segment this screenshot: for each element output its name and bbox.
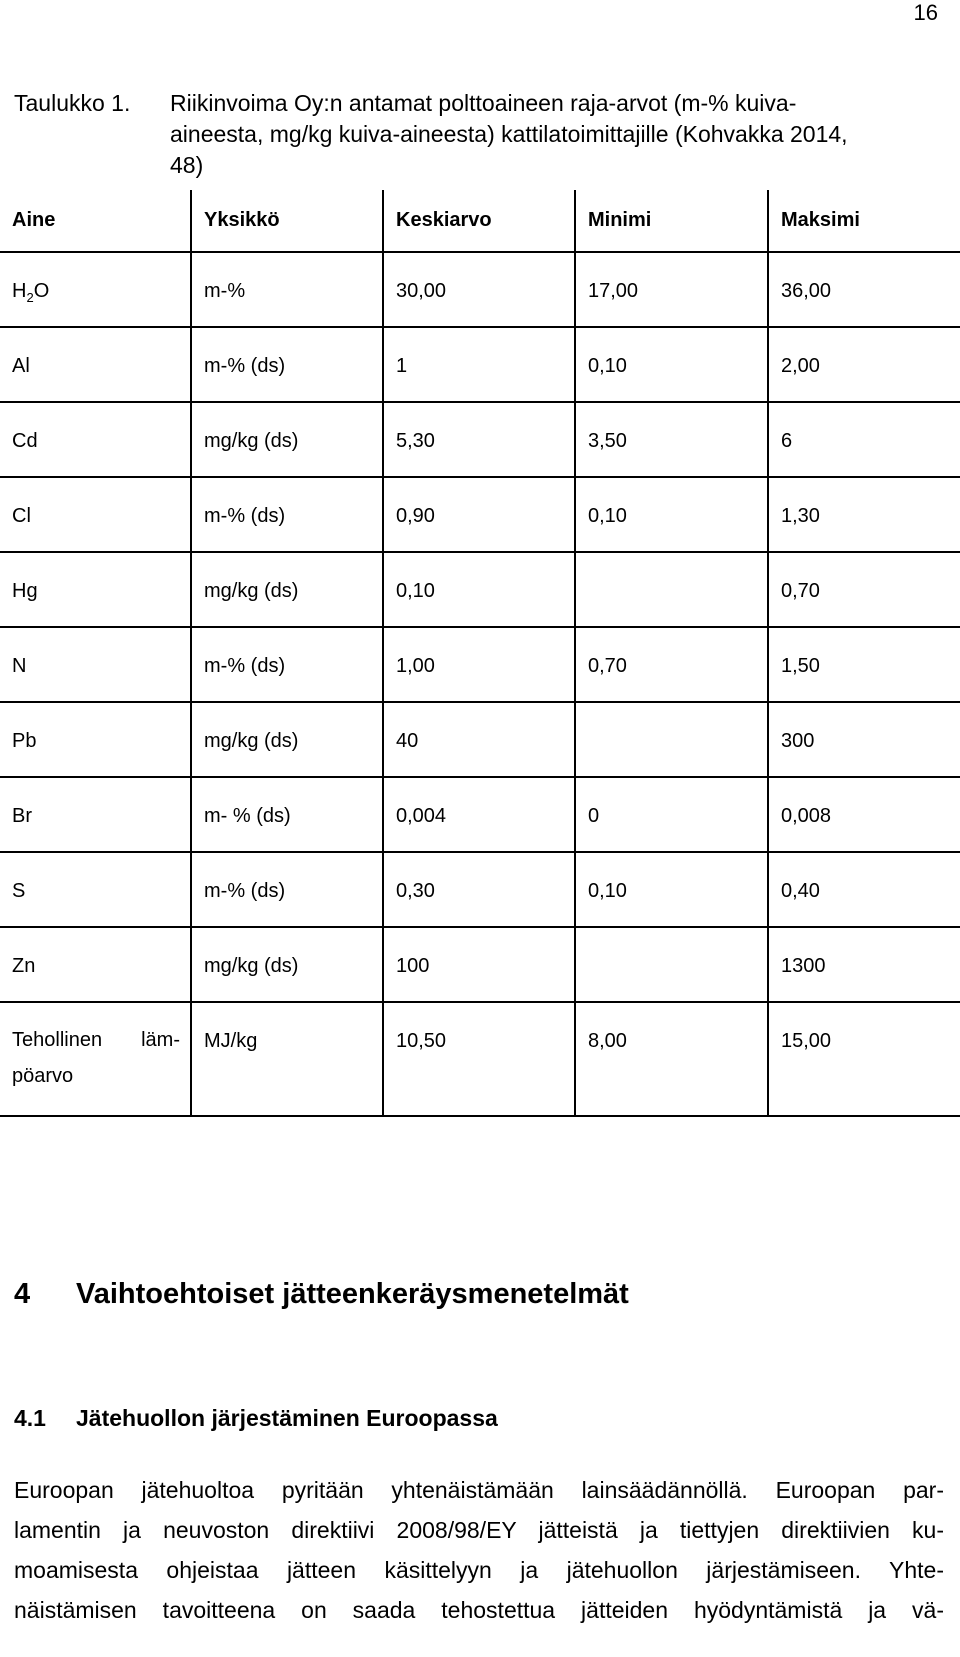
table-cell: 40	[383, 702, 575, 777]
table-cell: 8,00	[575, 1002, 768, 1116]
table-cell: 5,30	[383, 402, 575, 477]
table-cell: Cl	[0, 477, 191, 552]
table-cell: 36,00	[768, 252, 960, 327]
table-row	[0, 552, 960, 627]
table-cell: 1,00	[383, 627, 575, 702]
table-row	[0, 252, 960, 327]
header-keskiarvo: Keskiarvo	[383, 190, 575, 252]
table-cell: 300	[768, 702, 960, 777]
table-cell: Br	[0, 777, 191, 852]
paragraph-line: näistämisen tavoitteena on saada tehostettua jätteiden hyödyntämistä ja vä-	[14, 1597, 944, 1623]
table-cell: 0,30	[383, 852, 575, 927]
table-cell: 0,90	[383, 477, 575, 552]
cell-text: Tehollinen	[12, 1029, 103, 1051]
table-row	[0, 402, 960, 477]
body-paragraph	[14, 1470, 944, 1630]
paragraph-line: moamisesta ohjeistaa jätteen käsittelyyn ja jätehuollon järjestämiseen. Yhte-	[14, 1557, 944, 1583]
header-minimi: Minimi	[575, 190, 768, 252]
subsection-title: Jätehuollon järjestäminen Euroopassa	[76, 1405, 498, 1431]
table-cell: 0,40	[768, 852, 960, 927]
table-row	[0, 702, 960, 777]
cell-text: läm-	[141, 1029, 180, 1051]
table-cell: 1,50	[768, 627, 960, 702]
cell-text: pöarvo	[12, 1065, 74, 1087]
table-cell: 30,00	[383, 252, 575, 327]
table-cell: 0,70	[575, 627, 768, 702]
paragraph-line: lamentin ja neuvoston direktiivi 2008/98/EY jätteistä ja tiettyjen direktiivien ku-	[14, 1517, 944, 1543]
table-cell: $H_2O$	[0, 252, 191, 327]
table-cell	[575, 552, 768, 627]
table-cell	[0, 1002, 191, 1116]
table-cell: 17,00	[575, 252, 768, 327]
table-cell: MJ/kg	[191, 1002, 383, 1116]
table-cell: Al	[0, 327, 191, 402]
table-cell: 0,10	[575, 852, 768, 927]
table-cell: 100	[383, 927, 575, 1002]
table-cell: m-% (ds)	[191, 327, 383, 402]
paragraph-line: Euroopan jätehuoltoa pyritään yhtenäistämään lainsäädännöllä. Euroopan par-	[14, 1477, 944, 1503]
table-cell	[575, 702, 768, 777]
table-cell: 0,004	[383, 777, 575, 852]
table-cell: 1,30	[768, 477, 960, 552]
table-row	[0, 927, 960, 1002]
table-cell: N	[0, 627, 191, 702]
table-cell: S	[0, 852, 191, 927]
table-cell: mg/kg (ds)	[191, 552, 383, 627]
subsection-number: 4.1	[14, 1405, 46, 1431]
table-cell: Zn	[0, 927, 191, 1002]
section-title: Vaihtoehtoiset jätteenkeräysmenetelmät	[76, 1278, 629, 1310]
table-cell: mg/kg (ds)	[191, 702, 383, 777]
table-row	[0, 627, 960, 702]
table-cell: 0,70	[768, 552, 960, 627]
section-number: 4	[14, 1278, 31, 1310]
caption-line: aineesta, mg/kg kuiva-aineesta) kattilatoimittajille (Kohvakka 2014,	[170, 121, 848, 147]
header-yksikko: Yksikkö	[191, 190, 383, 252]
table-cell: 0,10	[575, 477, 768, 552]
table-cell: 6	[768, 402, 960, 477]
table-cell: 0,10	[383, 552, 575, 627]
table-cell	[575, 927, 768, 1002]
table-cell: m-%	[191, 252, 383, 327]
table-cell: m-% (ds)	[191, 477, 383, 552]
caption-line: Riikinvoima Oy:n antamat polttoaineen raja-arvot (m-% kuiva-	[170, 90, 797, 116]
page-number: 16	[913, 0, 938, 25]
table-cell: 3,50	[575, 402, 768, 477]
table-cell: 15,00	[768, 1002, 960, 1116]
table-cell: mg/kg (ds)	[191, 927, 383, 1002]
section-heading	[14, 1278, 629, 1311]
header-aine: Aine	[0, 190, 191, 252]
subsection-heading	[14, 1405, 498, 1432]
table-row	[0, 1002, 960, 1116]
header-maksimi: Maksimi	[781, 209, 860, 231]
table-cell: Pb	[0, 702, 191, 777]
table-cell: m- % (ds)	[191, 777, 383, 852]
table-cell: Cd	[0, 402, 191, 477]
table-cell: 1	[383, 327, 575, 402]
header-row	[0, 190, 960, 252]
table-cell: 10,50	[383, 1002, 575, 1116]
table-caption	[14, 88, 894, 181]
caption-line: 48)	[170, 152, 204, 178]
table-cell: 0	[575, 777, 768, 852]
table-row	[0, 477, 960, 552]
fuel-limits-table	[0, 190, 960, 1117]
table-cell: 0,008	[768, 777, 960, 852]
table-cell: mg/kg (ds)	[191, 402, 383, 477]
table-cell: 2,00	[768, 327, 960, 402]
table-cell: m-% (ds)	[191, 852, 383, 927]
table-row	[0, 852, 960, 927]
caption-label: Taulukko 1.	[14, 90, 131, 116]
table-cell: 1300	[768, 927, 960, 1002]
table-cell: 0,10	[575, 327, 768, 402]
table-cell: Hg	[0, 552, 191, 627]
table-row	[0, 327, 960, 402]
table-row	[0, 777, 960, 852]
table-cell: m-% (ds)	[191, 627, 383, 702]
